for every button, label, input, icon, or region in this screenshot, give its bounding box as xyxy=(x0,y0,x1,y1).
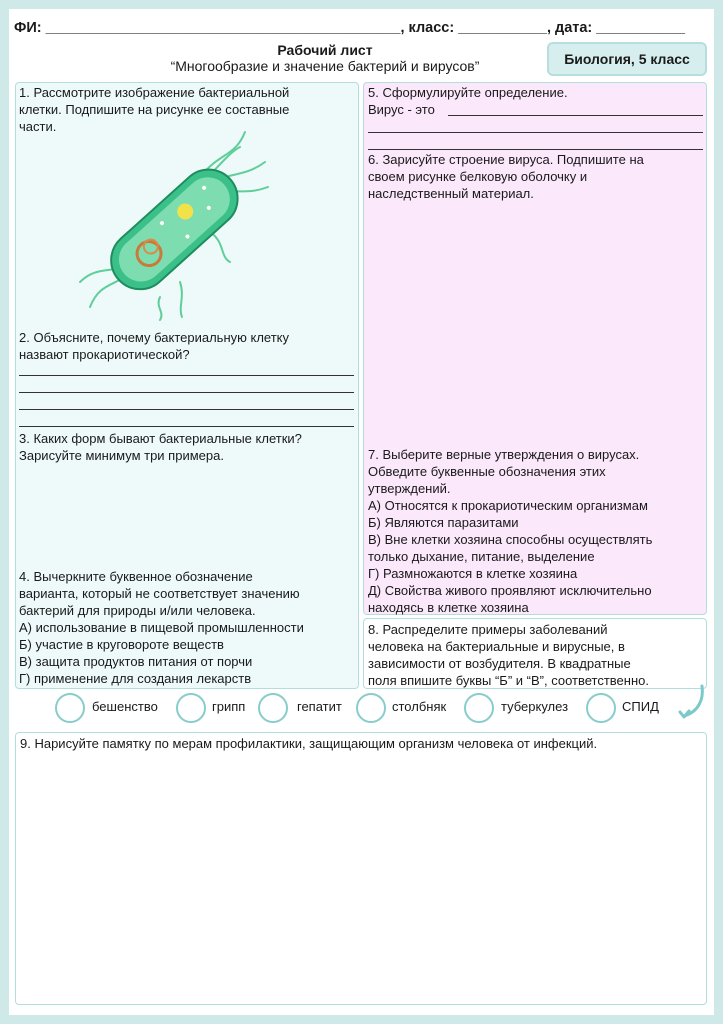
q7-option[interactable]: А) Относятся к прокариотическим организмам xyxy=(368,498,648,513)
q7-option[interactable]: В) Вне клетки хозяина способны осуществлять только дыхание, питание, выделение xyxy=(368,532,653,564)
q1-text: 1. Рассмотрите изображение бактериальной клетки. Подпишите на рисунке ее составные части. xyxy=(19,85,290,134)
subject-badge: Биология, 5 класс xyxy=(547,42,707,76)
answer-line[interactable] xyxy=(448,115,703,116)
q7-option[interactable]: Г) Размножаются в клетке хозяина xyxy=(368,566,578,581)
answer-circle-rabies[interactable] xyxy=(55,693,85,723)
student-info-line: ФИ: ____________________________________________, класс: ___________, дата: ___________ xyxy=(14,20,685,36)
disease-label: столбняк xyxy=(392,699,447,714)
q4-text: 4. Вычеркните буквенное обозначение варианта, который не соответствует значению бактерий для природы и/или человека. xyxy=(19,569,300,618)
q4-option[interactable]: Г) применение для создания лекарств xyxy=(19,671,252,686)
pilus xyxy=(210,232,230,262)
answer-line[interactable] xyxy=(19,426,354,427)
q5-text: 5. Сформулируйте определение. xyxy=(368,85,568,100)
q9-box[interactable] xyxy=(15,732,707,1005)
q8-text: 8. Распределите примеры заболеваний человека на бактериальные и вирусные, в зависимости от возбудителя. В квадратные поля впишите буквы “Б” и “В”, соответственно. xyxy=(368,622,649,688)
disease-label: грипп xyxy=(212,699,246,714)
arrow-down-icon xyxy=(676,684,708,722)
q4-option[interactable]: В) защита продуктов питания от порчи xyxy=(19,654,253,669)
disease-label: гепатит xyxy=(297,699,342,714)
disease-label: бешенство xyxy=(92,699,158,714)
answer-line[interactable] xyxy=(368,132,703,133)
worksheet-subtitle: “Многообразие и значение бактерий и вирусов” xyxy=(170,58,480,74)
q4-option[interactable]: Б) участие в круговороте веществ xyxy=(19,637,224,652)
disease-label: туберкулез xyxy=(501,699,569,714)
q5-prompt: Вирус - это xyxy=(368,102,435,117)
answer-circle-aids[interactable] xyxy=(586,693,616,723)
answer-line[interactable] xyxy=(19,375,354,376)
q2-text: 2. Объясните, почему бактериальную клетку назвают прокариотической? xyxy=(19,330,290,362)
q7-option[interactable]: Д) Свойства живого проявляют исключительно находясь в клетке хозяина xyxy=(368,583,652,615)
answer-line[interactable] xyxy=(19,409,354,410)
q7-option[interactable]: Б) Являются паразитами xyxy=(368,515,519,530)
bacterium-illustration xyxy=(70,122,270,322)
pilus xyxy=(180,282,182,317)
answer-circle-tuberculosis[interactable] xyxy=(464,693,494,723)
answer-circle-hepatitis[interactable] xyxy=(258,693,288,723)
q3-text: 3. Каких форм бывают бактериальные клетки? Зарисуйте минимум три примера. xyxy=(19,431,302,463)
q4-option[interactable]: А) использование в пищевой промышленности xyxy=(19,620,304,635)
cytoplasm xyxy=(110,168,239,290)
disease-label: СПИД xyxy=(622,699,659,714)
answer-circle-flu[interactable] xyxy=(176,693,206,723)
worksheet-title: Рабочий лист xyxy=(277,42,373,58)
q7-text: 7. Выберите верные утверждения о вирусах. Обведите буквенные обозначения этих утверждений. xyxy=(368,447,640,496)
answer-line[interactable] xyxy=(368,149,703,150)
pilus xyxy=(159,297,162,320)
q6-text: 6. Зарисуйте строение вируса. Подпишите на своем рисунке белковую оболочку и наследственный материал. xyxy=(368,152,644,201)
answer-line[interactable] xyxy=(19,392,354,393)
answer-circle-tetanus[interactable] xyxy=(356,693,386,723)
q9-text: 9. Нарисуйте памятку по мерам профилактики, защищающим организм человека от инфекций. xyxy=(20,736,598,751)
